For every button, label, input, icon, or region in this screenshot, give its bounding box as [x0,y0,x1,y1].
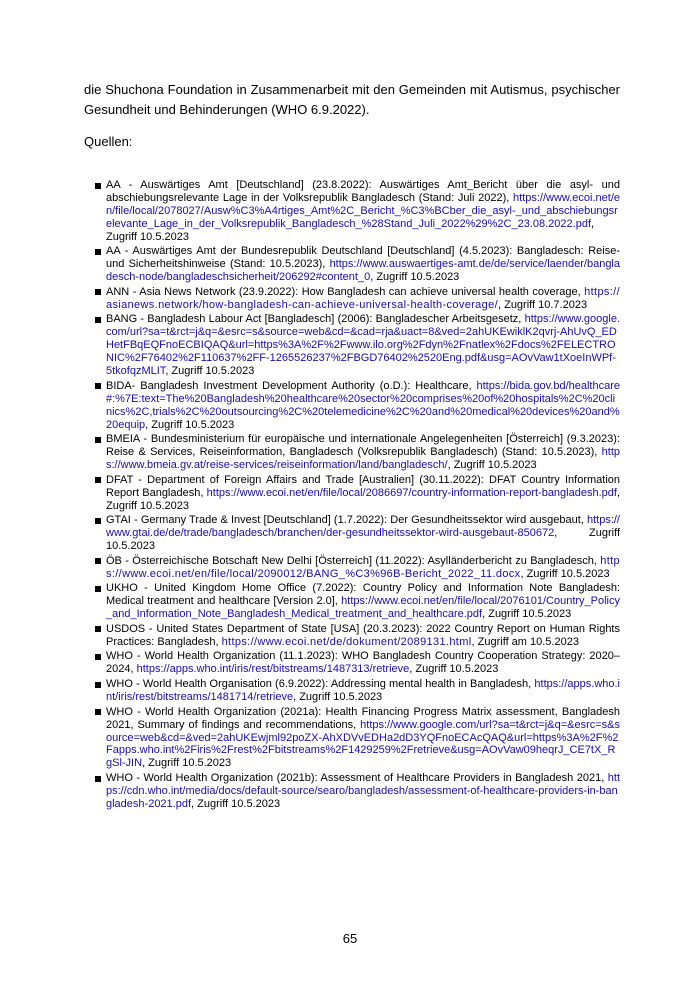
reference-text: GTAI - Germany Trade & Invest [Deutschland] (1.7.2022): Der Gesundheitssektor wird ausgebaut, [106,514,587,527]
reference-access-date: , Zugriff 10.5.2023 [520,567,610,580]
bullet-icon [95,709,101,715]
reference-item [95,650,620,676]
reference-link[interactable]: https://www.bmeia.gv.at/reise-services/reiseinformation/land/bangladesch/ [106,446,620,472]
reference-item [95,433,620,472]
reference-access-date: , Zugriff 10.5.2023 [191,797,281,810]
reference-access-date: , Zugriff 10.5.2023 [106,217,595,243]
reference-access-date: , Zugriff 10.5.2023 [142,757,232,770]
reference-link[interactable]: https://www.ecoi.net/de/dokument/2089131.html [221,635,472,648]
reference-text: WHO - World Health Organization (11.1.2023): WHO Bangladesh Country Cooperation Strategy: 2020–2024, [106,650,620,676]
bullet-icon [95,518,101,524]
reference-link[interactable]: https://www.ecoi.net/en/file/local/2090012/BANG_%C3%96B-Bericht_2022_11.docx [106,554,620,580]
reference-text: AA - Auswärtiges Amt der Bundesrepublik Deutschland [Deutschland] (4.5.2023): Bangladesch: Reise- und Sicherheitshinweise (Stand: 10.5.2023), [106,245,620,271]
reference-access-date: , Zugriff 10.5.2023 [370,271,460,284]
reference-item [95,313,620,378]
reference-text: UKHO - United Kingdom Home Office (7.2022): Country Policy and Information Note Bangladesh: Medical treatment and healthcare [Version 2.0], [106,582,620,608]
reference-text: WHO - World Health Organisation (6.9.2022): Addressing mental health in Bangladesh, [106,678,535,691]
reference-text: ÖB - Österreichische Botschaft New Delhi [Österreich] (11.2022): Asylländerbericht zu Bangladesch, [106,554,601,567]
page-content [84,80,620,813]
bullet-icon [95,776,101,782]
reference-text: WHO - World Health Organization (2021b): Assessment of Healthcare Providers in Bangladesh 2021, [106,772,608,785]
reference-text: DFAT - Department of Foreign Affairs and Trade [Australien] (30.11.2022): DFAT Country Information Report Bangladesh, [106,473,620,499]
reference-link[interactable]: https://asianews.network/how-bangladesh-can-achieve-universal-health-coverage/ [106,285,620,311]
reference-access-date: , Zugriff 10.5.2023 [106,486,620,512]
bullet-icon [95,437,101,443]
reference-link[interactable]: https://apps.who.int/iris/rest/bitstreams/1481714/retrieve [106,678,620,703]
reference-link[interactable]: https://www.gtai.de/de/trade/bangladesch/branchen/der-gesundheitssektor-wird-ausgebaut-850672 [106,514,620,540]
reference-link[interactable]: https://www.ecoi.net/en/file/local/2076101/Country_Policy_and_Information_Note_Bangladesh_Medical_treatment_and_healthcare.pdf [106,595,620,621]
reference-link[interactable]: https://bida.gov.bd/healthcare#:%7E:text=The%20Bangladesh%20healthcare%20sector%20comprises%20of%20hospitals%2C%20clinics%2C,trials%2C%20outsourcing%2C%20telemedicine%2C%20and%20medical%20devices%20and%20equip [106,379,620,431]
bullet-icon [95,317,101,323]
bullet-icon [95,289,101,295]
reference-access-date: , Zugriff 10.5.2023 [447,459,537,472]
sources-heading: Quellen: [84,134,133,149]
reference-access-date: , Zugriff 10.5.2023 [145,418,235,431]
reference-text: BANG - Bangladesh Labour Act [Bangladesch] (2006): Bangladescher Arbeitsgesetz, [106,313,525,326]
reference-list [84,179,620,811]
reference-link[interactable]: https://www.ecoi.net/en/file/local/2078027/Ausw%C3%A4rtiges_Amt%2C_Bericht_%C3%BCber_die_asyl-_und_abschiebungsrelevante_Lage_in_der_Volksrepublik_Bangladesch_%28Stand_Juli_2022%29%2C_23.08.2022.pdf [106,191,620,230]
reference-access-date: , Zugriff am 10.5.2023 [471,635,579,648]
reference-link[interactable]: https://cdn.who.int/media/docs/default-source/searo/bangladesh/assessment-of-healthcare-providers-in-bangladesh-2021.pdf [106,772,620,810]
reference-item [95,582,620,621]
reference-item [95,474,620,513]
reference-item [95,772,620,811]
reference-item [95,514,620,553]
bullet-icon [95,626,101,632]
reference-access-date: , Zugriff 10.7.2023 [497,298,588,311]
bullet-icon [95,183,101,189]
reference-item [95,623,620,649]
bullet-icon [95,558,101,564]
reference-item [95,706,620,771]
reference-link[interactable]: https://apps.who.int/iris/rest/bitstreams/1487313/retrieve [136,663,410,676]
reference-access-date: , Zugriff 10.5.2023 [106,527,620,553]
reference-link[interactable]: https://www.google.com/url?sa=t&rct=j&q=&esrc=s&source=web&cd=&cad=rja&uact=8&ved=2ahUKEwiklK2qvrj-AhUvQ_EDHetFBqEQFnoECBIQAQ&url=https%3A%2F%2Fwww.ilo.org%2Fdyn%2Fnatlex%2Fdocs%2FELECTRONIC%2F76402%2F110637%2FF-1265526237%2FBGD76402%2520Eng.pdf&usg=AOvVaw1tXoeInWPf-5tkofqzMLIT [106,313,620,378]
reference-access-date: , Zugriff 10.5.2023 [293,691,383,703]
page-number: 65 [342,931,358,946]
bullet-icon [95,249,101,255]
bullet-icon [95,586,101,592]
reference-access-date: , Zugriff 10.5.2023 [482,608,572,621]
reference-item [95,179,620,244]
reference-text: AA - Auswärtiges Amt [Deutschland] (23.8.2022): Auswärtiges Amt_Bericht über die asyl- und abschiebungsrelevante Lage in der Volksrepublik Bangladesch (Stand: Juli 2022), [106,179,620,204]
reference-text: WHO - World Health Organization (2021a): Health Financing Progress Matrix assessment, Bangladesh 2021, Summary of findings and recommendations, [106,705,620,731]
reference-item [95,555,620,581]
reference-access-date: , Zugriff 10.5.2023 [165,365,255,378]
reference-text: BIDA- Bangladesh Investment Development Authority (o.D.): Healthcare, [106,379,477,392]
reference-link[interactable]: https://www.google.com/url?sa=t&rct=j&q=&esrc=s&source=web&cd=&ved=2ahUKEwjml92poZX-AhXDVvEDHa2dD3YQFnoECAcQAQ&url=https%3A%2F%2Fapps.who.int%2Firis%2Frest%2Fbitstreams%2F1429259%2Fretrieve&usg=AOvVaw09heqrJ_CE7tX_RgSl-JIN [106,718,620,770]
reference-link[interactable]: https://www.auswaertiges-amt.de/de/service/laender/bangladesch-node/bangladeschsicherheit/206292#content_0 [106,258,620,284]
bullet-icon [95,682,101,688]
reference-text: USDOS - United States Department of State [USA] (20.3.2023): 2022 Country Report on Human Rights Practices: Bangladesh, [106,622,620,648]
reference-text: ANN - Asia News Network (23.9.2022): How Bangladesh can achieve universal health coverage, [106,285,585,298]
reference-item [95,245,620,284]
reference-text: BMEIA - Bundesministerium für europäische und internationale Angelegenheiten [Österreich] (9.3.2023): Reise & Services, Reiseinformation, Bangladesch (Volksrepublik Bangladesch) (Stand: 10.5.2023), [106,433,620,459]
bullet-icon [95,654,101,660]
reference-item [95,380,620,432]
reference-access-date: , Zugriff 10.5.2023 [409,663,499,676]
bullet-icon [95,477,101,483]
intro-paragraph: die Shuchona Foundation in Zusammenarbeit mit den Gemeinden mit Autismus, psychischer Gesundheit und Behinderungen (WHO 6.9.2022). [84,82,620,117]
bullet-icon [95,383,101,389]
reference-item [95,286,620,312]
reference-link[interactable]: https://www.ecoi.net/en/file/local/2086697/country-information-report-bangladesh.pdf [206,486,617,499]
reference-item [95,678,620,704]
